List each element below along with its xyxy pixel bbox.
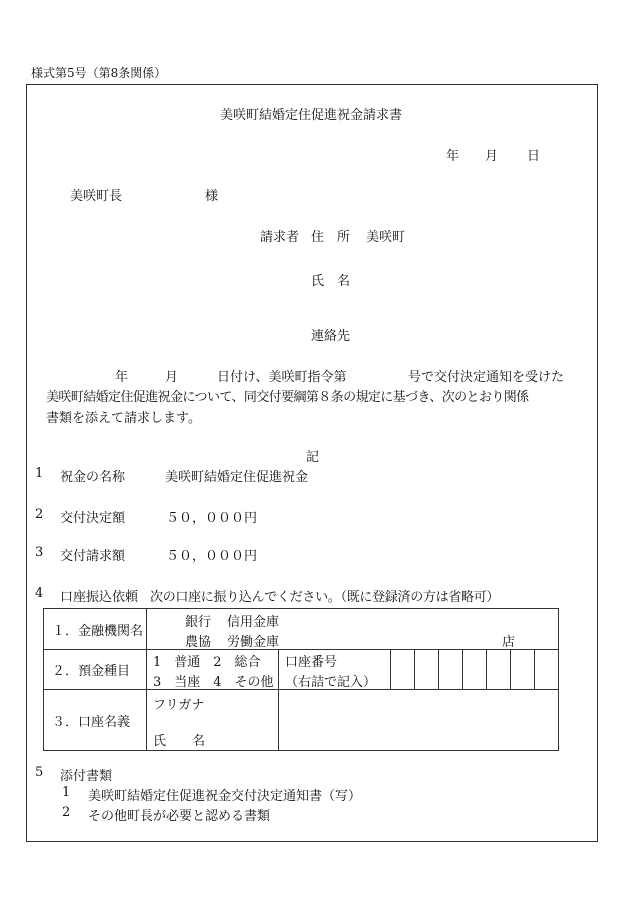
body-line3: 書類を添えて請求します。: [46, 411, 201, 426]
item5-number: 5: [35, 765, 44, 780]
attachment-2-text: その他町長が必要と認める書類: [88, 809, 271, 824]
branch-label: 店: [502, 635, 516, 650]
item2-label: 交付決定額: [60, 511, 126, 526]
account-digit-box[interactable]: [511, 650, 535, 690]
item5-label: 添付書類: [60, 769, 113, 784]
body-year: 年: [115, 370, 129, 385]
body-day-phrase: 日付け、美咲町指令第: [217, 370, 347, 385]
shinyo-option: 信用金庫: [227, 615, 280, 630]
body-month: 月: [165, 370, 179, 385]
document-title: 美咲町結婚定住促進祝金請求書: [220, 108, 403, 123]
furigana-label: フリガナ: [153, 698, 205, 713]
ki-heading: 記: [306, 450, 320, 465]
item1-number: 1: [35, 466, 44, 481]
item2-value: ５０，０００円: [166, 511, 258, 526]
addressee-name: 美咲町長: [70, 189, 123, 204]
address-label: 住 所: [311, 230, 351, 245]
address-value: 美咲町: [366, 230, 406, 245]
body-line2: 美咲町結婚定住促進祝金について、同交付要綱第８条の規定に基づき、次のとおり関係: [46, 390, 529, 405]
date-year: 年: [446, 149, 460, 164]
form-number: 様式第5号（第8条関係）: [31, 66, 167, 80]
date-month: 月: [485, 149, 499, 164]
rodo-option: 労働金庫: [227, 635, 280, 650]
item1-value: 美咲町結婚定住促進祝金: [165, 470, 309, 485]
row-type-label: ２．預金種目: [44, 650, 147, 690]
account-digit-box[interactable]: [439, 650, 463, 690]
item4-label: 口座振込依頼: [60, 590, 139, 605]
item1-label: 祝金の名称: [60, 470, 126, 485]
nokyo-option: 農協: [185, 635, 212, 650]
item4-number: 4: [35, 586, 44, 601]
addressee-honorific: 様: [205, 189, 219, 204]
holder-name-label: 氏 名: [153, 734, 206, 749]
deposit-type-line2: 3 当座 4 その他: [153, 675, 274, 690]
deposit-type-cell[interactable]: [147, 650, 279, 690]
item2-number: 2: [35, 507, 44, 522]
account-number-label-cell: [279, 650, 391, 690]
attachment-2-number: 2: [62, 805, 71, 820]
date-day: 日: [527, 149, 541, 164]
holder-name-field[interactable]: [279, 690, 559, 751]
claimant-label: 請求者: [260, 230, 300, 245]
bank-name-cell[interactable]: [147, 609, 559, 650]
holder-label-cell: [147, 690, 279, 751]
bank-account-table: [43, 608, 559, 751]
attachment-1-text: 美咲町結婚定住促進祝金交付決定通知書（写）: [88, 789, 362, 804]
contact-label: 連絡先: [311, 329, 351, 344]
item3-number: 3: [35, 545, 44, 560]
account-digit-box[interactable]: [391, 650, 415, 690]
deposit-type-line1: 1 普通 2 総合: [153, 655, 261, 670]
account-digit-box[interactable]: [415, 650, 439, 690]
account-digit-box[interactable]: [535, 650, 559, 690]
account-number-note: （右詰で記入）: [285, 675, 377, 690]
attachment-1-number: 1: [62, 785, 71, 800]
account-number-label: 口座番号: [285, 655, 338, 670]
body-line1-rest: 号で交付決定通知を受けた: [408, 370, 565, 385]
item3-value: ５０，０００円: [166, 549, 258, 564]
row-holder-label: ３．口座名義: [44, 690, 147, 751]
account-digit-box[interactable]: [463, 650, 487, 690]
bank-option: 銀行: [185, 615, 212, 630]
item4-value: 次の口座に振り込んでください。（既に登録済の方は省略可）: [150, 590, 500, 605]
account-digit-box[interactable]: [487, 650, 511, 690]
row-bank-label: １．金融機関名: [44, 609, 147, 650]
name-label: 氏 名: [311, 274, 351, 289]
item3-label: 交付請求額: [60, 549, 126, 564]
